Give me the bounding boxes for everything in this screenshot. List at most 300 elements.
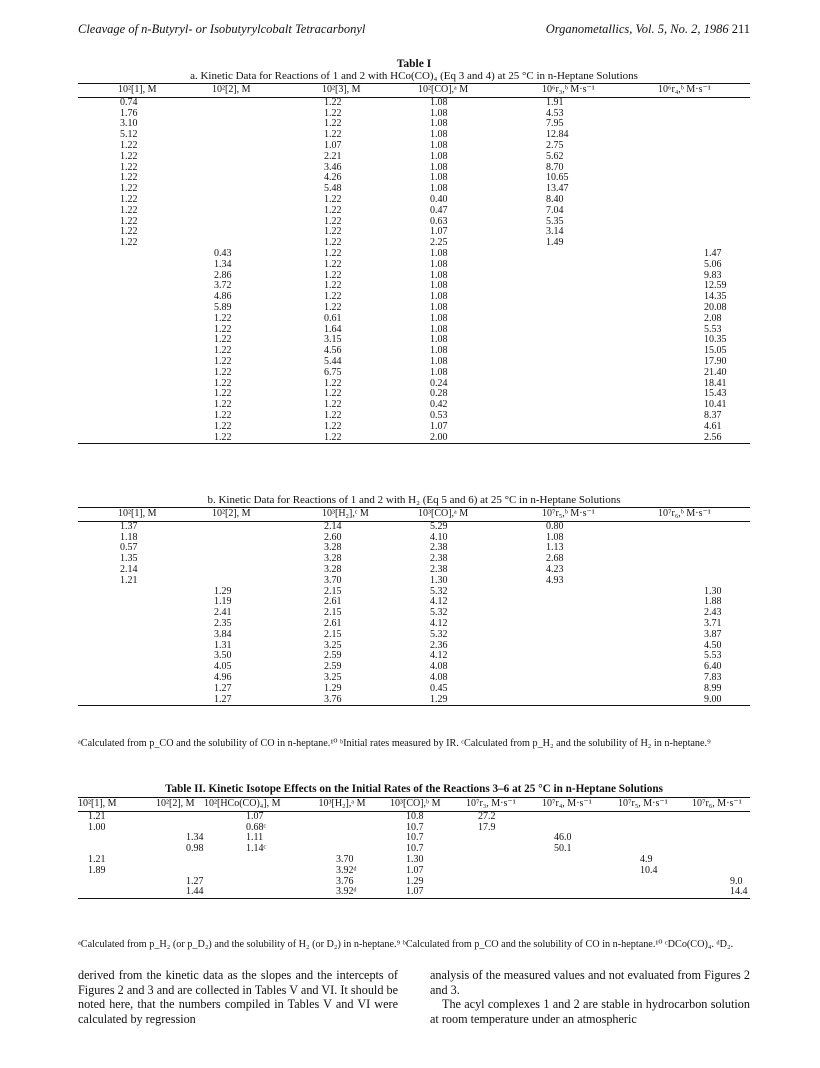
table-cell (454, 887, 530, 898)
table-cell: 4.86 (214, 291, 232, 303)
table-cell: 1.27 (170, 695, 282, 706)
table-cell: 0.68ᶜ (246, 821, 267, 833)
table-cell: 6.40 (704, 661, 722, 673)
table-cell (614, 163, 750, 174)
table-cell: 2.60 (324, 531, 342, 543)
table-cell: 1.08 (430, 334, 448, 346)
table-cell (502, 292, 614, 303)
table-cell: 4.08 (430, 671, 448, 683)
table-cell: 6.75 (324, 366, 342, 378)
table-cell: 17.90 (704, 355, 727, 367)
table-row (78, 389, 750, 400)
table-cell: 0.42 (430, 399, 448, 411)
table-cell: 4.50 (704, 639, 722, 651)
table-cell: 1.11 (246, 832, 264, 844)
table-row (78, 887, 750, 898)
table-cell (606, 877, 678, 888)
table-cell: 1.21 (88, 853, 106, 865)
table-cell (454, 877, 530, 888)
table-cell: 0.63 (430, 215, 448, 227)
table-cell: 1.08 (430, 172, 448, 184)
table-cell: 1.07 (372, 887, 454, 898)
table-row (78, 163, 750, 174)
table-cell: 1.22 (120, 237, 138, 249)
table-cell: 7.04 (546, 204, 564, 216)
table-cell: 7.95 (546, 118, 564, 130)
table-cell (170, 173, 282, 184)
table-cell (614, 119, 750, 130)
table-cell (78, 619, 170, 630)
table-cell (78, 662, 170, 673)
table-cell (614, 195, 750, 206)
table-row (78, 695, 750, 706)
table-row (78, 379, 750, 390)
table-cell: 4.53 (546, 107, 564, 119)
table-cell: 1.22 (120, 226, 138, 238)
table-cell (678, 823, 750, 834)
table-cell (614, 576, 750, 587)
table-cell: 1.22 (214, 323, 232, 335)
table-cell (606, 823, 678, 834)
table-cell (78, 608, 170, 619)
table-cell: 5.48 (324, 183, 342, 195)
table-cell (78, 651, 170, 662)
table-cell: 3.71 (704, 617, 722, 629)
table-cell: 1.07 (406, 864, 424, 876)
table-cell: 1.89 (88, 864, 106, 876)
table-cell: 1.08 (430, 355, 448, 367)
table-row (78, 433, 750, 444)
table-row (78, 597, 750, 608)
table-cell: 1.27 (214, 682, 232, 694)
table-cell: 10.41 (704, 399, 727, 411)
table-cell (530, 855, 606, 866)
table1-title: Table I (396, 58, 432, 70)
table-cell: 3.28 (324, 563, 342, 575)
table-row (78, 411, 750, 422)
table-cell: 2.56 (614, 433, 750, 444)
table-cell (78, 271, 170, 282)
table-cell: 1.30 (406, 853, 424, 865)
table-cell (614, 141, 750, 152)
table-cell (614, 97, 750, 108)
table-cell (312, 811, 372, 822)
table-cell (614, 238, 750, 249)
table-cell: 4.05 (214, 661, 232, 673)
table-cell (170, 152, 282, 163)
table-cell (78, 422, 170, 433)
table-row (78, 260, 750, 271)
table-cell: 4.61 (704, 420, 722, 432)
table-cell (202, 855, 312, 866)
table-cell: 2.15 (324, 585, 342, 597)
table-cell: 10.8 (406, 810, 424, 822)
table-cell (530, 866, 606, 877)
table-cell: 1.22 (214, 377, 232, 389)
table-cell: 1.22 (214, 334, 232, 346)
column-header: 10²[1], M (78, 84, 170, 98)
table-cell: 1.22 (120, 215, 138, 227)
table-cell: 2.08 (704, 312, 722, 324)
table-cell: 1.08 (546, 531, 564, 543)
table-cell: 1.49 (546, 237, 564, 249)
table-cell: 10.65 (546, 172, 569, 184)
table-cell: 3.70 (336, 853, 354, 865)
table-cell: 10.7 (406, 843, 424, 855)
table-cell (530, 811, 606, 822)
table2-header-row (78, 798, 750, 812)
column-header: 10²[2], M (170, 508, 282, 522)
table-cell: 1.08 (430, 258, 448, 270)
table-cell (678, 833, 750, 844)
table-cell: 5.53 (704, 650, 722, 662)
table-cell (502, 684, 614, 695)
table-cell: 1.22 (324, 107, 342, 119)
table-cell: 9.0 (730, 875, 743, 887)
table-cell (78, 400, 170, 411)
table-cell: 1.31 (214, 639, 232, 651)
table-cell (502, 411, 614, 422)
table2-title: Table II. Kinetic Isotope Effects on the Initial Rates of the Reactions 3–6 at 25 °C in n-Heptane Solutions (165, 783, 663, 795)
table-cell (202, 877, 312, 888)
table-row (78, 325, 750, 336)
table-cell: 12.59 (704, 280, 727, 292)
table-cell: 9.00 (614, 695, 750, 706)
table-row (78, 400, 750, 411)
table-cell (502, 303, 614, 314)
table-cell: 1.08 (430, 150, 448, 162)
table-cell (502, 346, 614, 357)
table-cell (614, 521, 750, 532)
body-text-left: derived from the kinetic data as the slopes and the intercepts of Figures 2 and 3 and are collected in Tables V and VI. It should be noted here, that the numbers compiled in Tables V and VI were calculated by regression (78, 968, 398, 1026)
table-cell (502, 281, 614, 292)
table-cell: 14.35 (704, 291, 727, 303)
column-header: 10⁷r₆, M·s⁻¹ (678, 798, 750, 812)
table-cell (170, 109, 282, 120)
table-cell (502, 260, 614, 271)
table-cell: 1.22 (324, 269, 342, 281)
table-cell: 0.24 (430, 377, 448, 389)
table-cell (78, 411, 170, 422)
table-cell: 4.9 (640, 853, 653, 865)
table-cell: 0.80 (546, 520, 564, 532)
table-row (78, 281, 750, 292)
table-cell: 2.15 (324, 628, 342, 640)
table-cell (454, 855, 530, 866)
table-cell (78, 249, 170, 260)
table1b-caption: b. Kinetic Data for Reactions of 1 and 2 with H₂ (Eq 5 and 6) at 25 °C in n-Heptane Solutions (207, 494, 621, 506)
table-cell (170, 521, 282, 532)
table-cell: 1.22 (120, 183, 138, 195)
table-cell (502, 271, 614, 282)
table-cell: 4.23 (546, 563, 564, 575)
table-cell: 5.29 (430, 520, 448, 532)
table-cell: 4.56 (324, 345, 342, 357)
table-cell (502, 325, 614, 336)
table-cell: 1.08 (430, 323, 448, 335)
table-row (78, 651, 750, 662)
table-cell (502, 400, 614, 411)
table-row (78, 217, 750, 228)
table-cell: 1.88 (704, 596, 722, 608)
table-cell: 1.22 (214, 420, 232, 432)
table-row (78, 335, 750, 346)
table-cell: 3.84 (214, 628, 232, 640)
table-cell (150, 811, 202, 822)
table-row (78, 554, 750, 565)
column-header: 10²[3], M (282, 84, 390, 98)
table-cell (614, 227, 750, 238)
table-cell (78, 695, 170, 706)
table-cell: 4.93 (546, 574, 564, 586)
table-row (78, 608, 750, 619)
table-cell: 1.34 (214, 258, 232, 270)
table-row (78, 130, 750, 141)
table-cell (78, 887, 150, 898)
table-row (78, 684, 750, 695)
table-cell (202, 887, 312, 898)
table-cell: 10.4 (640, 864, 658, 876)
table-cell: 9.83 (704, 269, 722, 281)
table-cell (454, 844, 530, 855)
running-head-journal (546, 22, 750, 37)
table-cell: 46.0 (554, 832, 572, 844)
table-cell: 0.74 (120, 96, 138, 108)
table-cell: 5.06 (704, 258, 722, 270)
column-header: 10²[CO],ᵃ M (390, 84, 502, 98)
table-row (78, 619, 750, 630)
table-cell: 1.21 (120, 574, 138, 586)
table-cell: 1.22 (324, 258, 342, 270)
table-cell (170, 130, 282, 141)
table-cell (614, 565, 750, 576)
table-cell: 1.22 (324, 118, 342, 130)
table-cell (502, 379, 614, 390)
table2-body (78, 811, 750, 898)
table-cell: 8.70 (546, 161, 564, 173)
table-row (78, 271, 750, 282)
table1a-body (78, 97, 750, 444)
table-cell: 5.62 (546, 150, 564, 162)
table-cell (170, 119, 282, 130)
table-cell (170, 565, 282, 576)
table-cell: 1.22 (324, 409, 342, 421)
table-cell (502, 630, 614, 641)
table-cell (78, 641, 170, 652)
table-cell: 1.22 (324, 215, 342, 227)
column-header: 10²[HCo(CO)₄], M (202, 798, 312, 812)
table-row (78, 565, 750, 576)
table-cell: 15.05 (704, 345, 727, 357)
table-cell: 1.64 (324, 323, 342, 335)
table-cell: 0.40 (430, 193, 448, 205)
table-cell (502, 587, 614, 598)
table-cell: 12.84 (546, 129, 569, 141)
table-cell: 10.35 (704, 334, 727, 346)
table-cell: 1.08 (430, 366, 448, 378)
table-cell: 2.35 (214, 617, 232, 629)
table1b-body (78, 521, 750, 706)
table-cell: 4.96 (214, 671, 232, 683)
table-cell: 5.53 (704, 323, 722, 335)
table-row (78, 141, 750, 152)
table-cell (78, 597, 170, 608)
column-header: 10⁷r₅, M·s⁻¹ (606, 798, 678, 812)
table-cell: 1.30 (430, 574, 448, 586)
table-cell (678, 855, 750, 866)
table-cell: 2.38 (430, 563, 448, 575)
table-cell (502, 368, 614, 379)
table-cell: 1.08 (430, 312, 448, 324)
table-cell: 1.22 (324, 226, 342, 238)
table-cell (614, 173, 750, 184)
table-cell (170, 97, 282, 108)
table-cell (502, 433, 614, 444)
table-cell (614, 554, 750, 565)
table-cell: 1.44 (150, 887, 202, 898)
column-header: 10⁷r₃, M·s⁻¹ (454, 798, 530, 812)
table-cell: 1.21 (88, 810, 106, 822)
table-cell: 4.10 (430, 531, 448, 543)
table-cell (78, 346, 170, 357)
table-cell: 2.68 (546, 553, 564, 565)
table-cell: 1.22 (214, 409, 232, 421)
table-cell (502, 651, 614, 662)
table-cell: 1.08 (430, 96, 448, 108)
table-cell (170, 554, 282, 565)
table-cell: 1.07 (430, 226, 448, 238)
table-cell: 1.22 (214, 399, 232, 411)
table-cell: 3.92ᵈ (336, 864, 357, 876)
table-cell: 1.22 (324, 193, 342, 205)
table-cell: 2.38 (430, 553, 448, 565)
table-row (78, 866, 750, 877)
table-cell (614, 206, 750, 217)
table-cell: 8.40 (546, 193, 564, 205)
table-cell: 10.7 (406, 821, 424, 833)
table-cell (78, 303, 170, 314)
table-cell: 13.47 (546, 183, 569, 195)
table-row (78, 543, 750, 554)
table-cell: 3.92ᵈ (312, 887, 372, 898)
table-cell (78, 314, 170, 325)
table-row (78, 184, 750, 195)
table-cell: 5.32 (430, 628, 448, 640)
table-cell (170, 576, 282, 587)
table-cell (78, 833, 150, 844)
table-cell: 1.08 (430, 247, 448, 259)
table-cell: 14.4 (678, 887, 750, 898)
table-row (78, 357, 750, 368)
table1b (78, 507, 750, 706)
table-cell: 1.07 (324, 139, 342, 151)
table-cell: 8.37 (704, 409, 722, 421)
table-cell: 0.45 (430, 682, 448, 694)
table-cell: 1.22 (214, 366, 232, 378)
table-row (78, 662, 750, 673)
table-row (78, 576, 750, 587)
column-header: 10³[H₂],ᶜ M (282, 508, 390, 522)
table-cell (150, 866, 202, 877)
table-cell (502, 357, 614, 368)
table-cell: 1.91 (546, 96, 564, 108)
table-cell: 1.34 (186, 832, 204, 844)
column-header: 10³[CO],ᵃ M (390, 508, 502, 522)
table-cell: 2.59 (324, 661, 342, 673)
table-cell: 1.29 (390, 695, 502, 706)
table-cell: 2.25 (430, 237, 448, 249)
table-cell: 5.35 (546, 215, 564, 227)
table-cell: 3.14 (546, 226, 564, 238)
running-head-title: Cleavage of n-Butyryl- or Isobutyrylcobalt Tetracarbonyl (78, 22, 366, 36)
table-cell: 1.35 (120, 553, 138, 565)
column-header: 10⁶r₄,ᵇ M·s⁻¹ (614, 84, 750, 98)
table-cell (170, 533, 282, 544)
table-cell: 1.08 (430, 118, 448, 130)
table-cell: 4.12 (430, 617, 448, 629)
table-row (78, 587, 750, 598)
table-cell (530, 877, 606, 888)
table-cell (606, 833, 678, 844)
table1b-header-row (78, 508, 750, 522)
table-cell (614, 184, 750, 195)
table-row (78, 811, 750, 822)
table-cell: 4.26 (324, 172, 342, 184)
table1a (78, 83, 750, 444)
table1-footnote: ᵃCalculated from p_CO and the solubility of CO in n-heptane.¹⁰ ᵇInitial rates measured by IR. ᶜCalculated from p_H₂ and the solubility of H₂ in n-heptane.⁹ (78, 738, 711, 749)
table-cell: 5.32 (430, 585, 448, 597)
table-cell: 4.08 (430, 661, 448, 673)
table-cell: 1.19 (214, 596, 232, 608)
table-cell: 1.29 (406, 875, 424, 887)
table-cell: 1.08 (430, 301, 448, 313)
table-cell: 1.22 (324, 96, 342, 108)
table-cell (530, 887, 606, 898)
table-cell: 1.22 (120, 204, 138, 216)
table-cell: 3.15 (324, 334, 342, 346)
table-cell: 2.14 (324, 520, 342, 532)
table-cell: 1.22 (324, 377, 342, 389)
table-cell: 27.2 (478, 810, 496, 822)
table-cell: 1.76 (120, 107, 138, 119)
table-cell: 0.47 (430, 204, 448, 216)
table-cell (502, 662, 614, 673)
table-cell (454, 866, 530, 877)
table-row (78, 641, 750, 652)
table-cell: 1.22 (214, 345, 232, 357)
table-cell (502, 597, 614, 608)
table-cell: 1.22 (282, 433, 390, 444)
table-cell: 1.29 (214, 585, 232, 597)
table-cell: 1.22 (120, 150, 138, 162)
table-cell (78, 357, 170, 368)
table-cell: 15.43 (704, 388, 727, 400)
table-cell: 1.22 (324, 291, 342, 303)
table-cell (170, 227, 282, 238)
column-header: 10⁷r₄, M·s⁻¹ (530, 798, 606, 812)
table-cell: 17.9 (478, 821, 496, 833)
table-cell: 3.76 (336, 875, 354, 887)
column-header: 10²[2], M (150, 798, 202, 812)
table-cell: 50.1 (554, 843, 572, 855)
table-cell: 1.27 (186, 875, 204, 887)
table-cell (78, 684, 170, 695)
table-cell: 0.61 (324, 312, 342, 324)
table-cell (312, 823, 372, 834)
table-row (78, 249, 750, 260)
table-cell: 18.41 (704, 377, 727, 389)
table-cell: 1.22 (324, 399, 342, 411)
